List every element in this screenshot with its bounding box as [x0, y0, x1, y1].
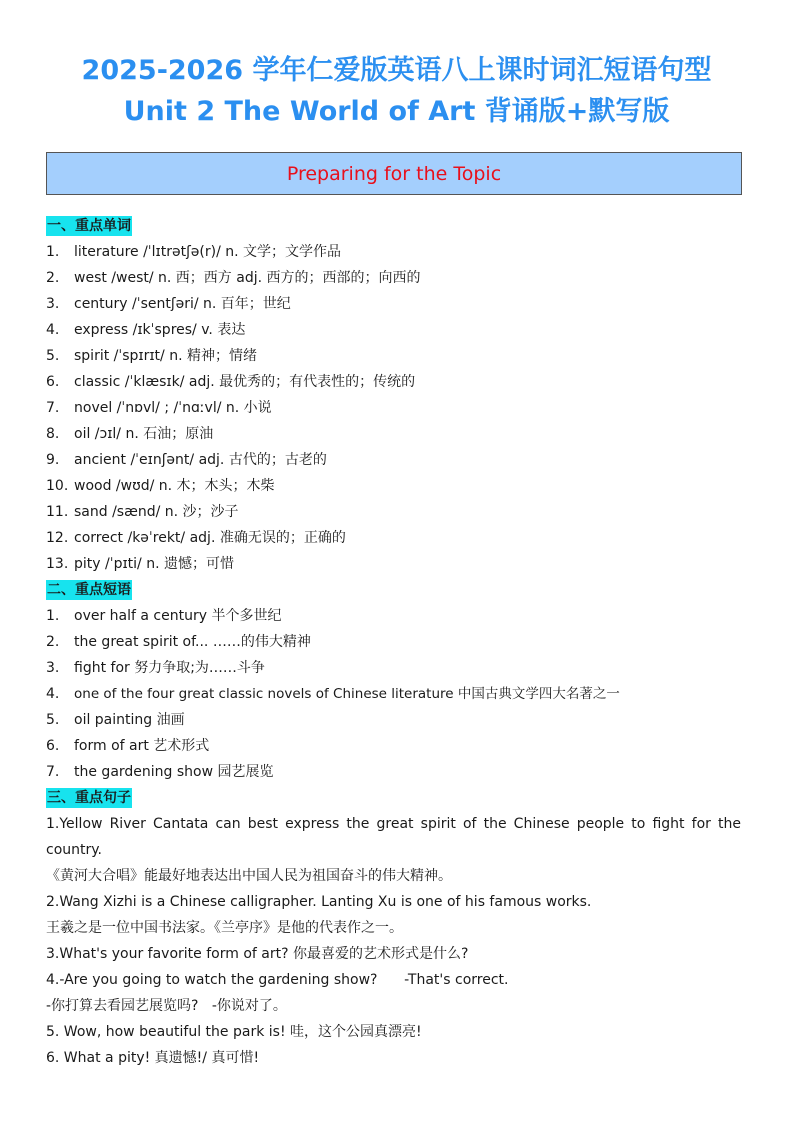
word-item	[46, 551, 741, 577]
item-number: 7.	[46, 764, 60, 780]
phrases-section-header	[46, 577, 741, 603]
word-item	[46, 473, 741, 499]
word-item	[46, 421, 741, 447]
word-entry: ancient /ˈeɪnʃənt/ adj. 古代的；古老的	[74, 452, 327, 468]
phrase-entry: oil painting 油画	[74, 712, 185, 728]
sentences-section-header	[46, 785, 741, 811]
word-entry: novel /ˈnɒvl/ ; /ˈnɑːvl/ n. 小说	[74, 400, 272, 416]
word-item	[46, 239, 741, 265]
item-number: 6.	[46, 374, 60, 390]
topic-banner	[46, 152, 742, 195]
item-number: 7.	[46, 400, 60, 416]
sentence-english: 1.Yellow River Cantata can best express the great spirit of the Chinese people to fight for the country.	[46, 816, 741, 858]
item-number: 13.	[46, 556, 69, 572]
word-item	[46, 265, 741, 291]
word-item	[46, 447, 741, 473]
item-number: 6.	[46, 738, 60, 754]
word-entry: oil /ɔɪl/ n. 石油；原油	[74, 426, 214, 442]
item-number: 11.	[46, 504, 69, 520]
phrase-entry: fight for 努力争取;为……斗争	[74, 660, 265, 676]
word-list	[46, 239, 741, 577]
section-heading-words: 一、重点单词	[47, 218, 131, 234]
phrase-entry: form of art 艺术形式	[74, 738, 210, 754]
section-heading-sentences: 三、重点句子	[47, 790, 131, 806]
item-number: 2.	[46, 634, 60, 650]
word-item	[46, 525, 741, 551]
word-item	[46, 291, 741, 317]
item-number: 4.	[46, 322, 60, 338]
word-entry: correct /kəˈrekt/ adj. 准确无误的；正确的	[74, 530, 346, 546]
words-section-header	[46, 213, 741, 239]
item-number: 3.	[46, 296, 60, 312]
word-entry: classic /ˈklæsɪk/ adj. 最优秀的；有代表性的；传统的	[74, 374, 416, 390]
document-body	[46, 213, 741, 1071]
phrase-list	[46, 603, 741, 785]
phrase-entry: one of the four great classic novels of Chinese literature 中国古典文学四大名著之一	[74, 686, 620, 702]
sentence-english: 4.-Are you going to watch the gardening show? -That's correct.	[46, 972, 509, 988]
phrase-item	[46, 681, 741, 707]
sentence-translation: 《黄河大合唱》能最好地表达出中国人民为祖国奋斗的伟大精神。	[46, 868, 452, 884]
section-heading-phrases: 二、重点短语	[47, 582, 131, 598]
page-title: 2025-2026 学年仁爱版英语八上课时词汇短语句型	[81, 55, 712, 86]
phrase-entry: the great spirit of... ……的伟大精神	[74, 634, 311, 650]
phrase-entry: the gardening show 园艺展览	[74, 764, 274, 780]
sentence-english: 6. What a pity! 真遗憾!/ 真可惜!	[46, 1050, 260, 1066]
item-number: 2.	[46, 270, 60, 286]
topic-banner-label: Preparing for the Topic	[286, 162, 502, 185]
sentence-english: 3.What's your favorite form of art? 你最喜爱的艺术形式是什么?	[46, 946, 469, 962]
word-item	[46, 369, 741, 395]
phrase-item	[46, 629, 741, 655]
sentence-english: 2.Wang Xizhi is a Chinese calligrapher. Lanting Xu is one of his famous works.	[46, 894, 592, 910]
phrase-item	[46, 603, 741, 629]
phrase-item	[46, 655, 741, 681]
word-item	[46, 499, 741, 525]
item-number: 9.	[46, 452, 60, 468]
word-item	[46, 395, 741, 421]
item-number: 3.	[46, 660, 60, 676]
sentence-english: 5. Wow, how beautiful the park is! 哇，这个公园真漂亮!	[46, 1024, 422, 1040]
word-entry: century /ˈsentʃəri/ n. 百年；世纪	[74, 296, 291, 312]
sentence-list	[46, 811, 741, 1071]
word-entry: spirit /ˈspɪrɪt/ n. 精神；情绪	[74, 348, 257, 364]
phrase-item	[46, 733, 741, 759]
word-entry: pity /ˈpɪti/ n. 遗憾；可惜	[74, 556, 234, 572]
sentence-translation: -你打算去看园艺展览吗? -你说对了。	[46, 998, 287, 1014]
item-number: 8.	[46, 426, 60, 442]
item-number: 5.	[46, 712, 60, 728]
item-number: 12.	[46, 530, 69, 546]
word-item	[46, 343, 741, 369]
word-entry: wood /wʊd/ n. 木；木头；木柴	[74, 478, 275, 494]
phrase-item	[46, 707, 741, 733]
word-entry: west /west/ n. 西；西方 adj. 西方的；西部的；向西的	[74, 270, 421, 286]
word-item	[46, 317, 741, 343]
item-number: 4.	[46, 686, 60, 702]
item-number: 1.	[46, 244, 60, 260]
word-entry: sand /sænd/ n. 沙；沙子	[74, 504, 239, 520]
sentence-translation: 王羲之是一位中国书法家。《兰亭序》是他的代表作之一。	[46, 920, 403, 936]
item-number: 10.	[46, 478, 69, 494]
page-subtitle: Unit 2 The World of Art 背诵版+默写版	[123, 96, 670, 127]
item-number: 5.	[46, 348, 60, 364]
phrase-item	[46, 759, 741, 785]
word-entry: literature /ˈlɪtrətʃə(r)/ n. 文学；文学作品	[74, 244, 342, 260]
item-number: 1.	[46, 608, 60, 624]
phrase-entry: over half a century 半个多世纪	[74, 608, 282, 624]
word-entry: express /ɪkˈspres/ v. 表达	[74, 322, 246, 338]
